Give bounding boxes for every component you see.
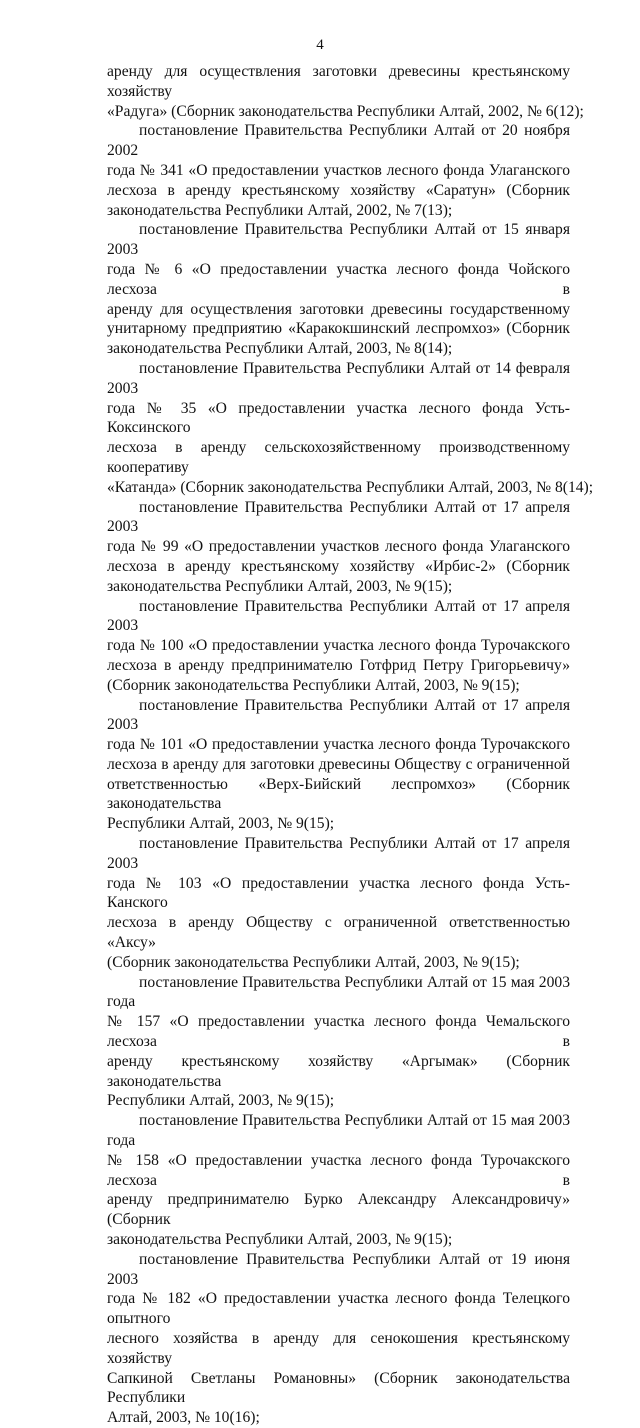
text-line: постановление Правительства Республики Алтай от 17 апреля 2003 (107, 597, 570, 635)
text-line: лесного хозяйства в аренду для сенокошения крестьянскому хозяйству (107, 1330, 570, 1367)
text-line: аренду для осуществления заготовки древесины крестьянскому хозяйству (107, 63, 570, 100)
paragraph (107, 121, 570, 220)
text-line: «Радуга» (Сборник законодательства Республики Алтай, 2002, № 6(12); (107, 102, 584, 120)
paragraph (107, 220, 570, 359)
text-line: лесхоза в аренду крестьянскому хозяйству «Саратун» (Сборник (107, 181, 570, 199)
text-line: «Катанда» (Сборник законодательства Республики Алтай, 2003, № 8(14); (107, 478, 594, 496)
page-number: 4 (316, 37, 324, 53)
paragraph (107, 834, 570, 973)
text-line: аренду для осуществления заготовки древесины государственному (107, 300, 570, 318)
text-line: лесхоза в аренду сельскохозяйственному производственному кооперативу (107, 439, 570, 476)
text-line: Республики Алтай, 2003, № 9(15); (107, 1092, 335, 1110)
text-line: постановление Правительства Республики Алтай от 19 июня 2003 (107, 1250, 570, 1288)
text-line: постановление Правительства Республики Алтай от 14 февраля 2003 (107, 359, 570, 397)
text-line: года № 182 «О предоставлении участка лесного фонда Телецкого опытного (107, 1290, 570, 1328)
paragraph (107, 359, 594, 498)
text-line: лесхоза в аренду предпринимателю Готфрид Петру Григорьевичу» (107, 656, 570, 674)
text-line: аренду крестьянскому хозяйству «Аргымак» (Сборник законодательства (107, 1052, 570, 1090)
body-text (107, 62, 594, 1428)
text-line: года № 101 «О предоставлении участка лесного фонда Турочакского (107, 736, 570, 754)
text-line: Сапкиной Светланы Романовны» (Сборник законодательства Республики (107, 1369, 570, 1407)
text-line: года № 341 «О предоставлении участков лесного фонда Улаганского (107, 161, 570, 179)
text-line: года № 103 «О предоставлении участка лесного фонда Усть-Канского (107, 874, 570, 912)
text-line: лесхоза в аренду для заготовки древесины Обществу с ограниченной (107, 755, 570, 773)
text-line: законодательства Республики Алтай, 2003, № 9(15); (107, 1231, 453, 1249)
paragraph (107, 597, 570, 696)
paragraph (107, 498, 570, 597)
paragraph (107, 1111, 570, 1250)
paragraph (107, 696, 570, 835)
text-line: законодательства Республики Алтай, 2003, № 9(15); (107, 577, 453, 595)
paragraph (107, 62, 584, 121)
text-line: законодательства Республики Алтай, 2003, № 8(14); (107, 340, 453, 358)
text-line: законодательства Республики Алтай, 2002, № 7(13); (107, 201, 453, 219)
text-line: постановление Правительства Республики Алтай от 17 апреля 2003 (107, 696, 570, 734)
text-line: года № 6 «О предоставлении участка лесного фонда Чойского лесхоза в (107, 260, 570, 298)
text-line: постановление Правительства Республики Алтай от 20 ноября 2002 (107, 122, 570, 160)
paragraph (107, 973, 570, 1112)
text-line: унитарному предприятию «Каракокшинский леспромхоз» (Сборник (107, 320, 570, 338)
text-line: постановление Правительства Республики Алтай от 17 апреля 2003 (107, 835, 570, 872)
text-line: года № 35 «О предоставлении участка лесного фонда Усть-Коксинского (107, 399, 570, 437)
text-line: постановление Правительства Республики Алтай от 15 января 2003 (107, 221, 570, 259)
text-line: Алтай, 2003, № 10(16); (107, 1409, 260, 1427)
text-line: года № 100 «О предоставлении участка лесного фонда Турочакского (107, 637, 570, 655)
text-line: Республики Алтай, 2003, № 9(15); (107, 815, 335, 833)
text-line: ответственностью «Верх-Бийский леспромхоз» (Сборник законодательства (107, 775, 570, 813)
text-line: года № 99 «О предоставлении участков лесного фонда Улаганского (107, 538, 570, 556)
text-line: постановление Правительства Республики Алтай от 15 мая 2003 года (107, 973, 570, 1011)
text-line: лесхоза в аренду Обществу с ограниченной ответственностью «Аксу» (107, 914, 570, 952)
text-line: № 158 «О предоставлении участка лесного фонда Турочакского лесхоза в (107, 1151, 570, 1189)
text-line: постановление Правительства Республики Алтай от 17 апреля 2003 (107, 498, 570, 536)
text-line: (Сборник законодательства Республики Алтай, 2003, № 9(15); (107, 676, 520, 694)
text-line: аренду предпринимателю Бурко Александру Александровичу» (Сборник (107, 1191, 570, 1229)
text-line: лесхоза в аренду крестьянскому хозяйству «Ирбис-2» (Сборник (107, 557, 570, 575)
text-line: № 157 «О предоставлении участка лесного фонда Чемальского лесхоза в (107, 1013, 570, 1051)
text-line: (Сборник законодательства Республики Алтай, 2003, № 9(15); (107, 953, 520, 971)
text-line: постановление Правительства Республики Алтай от 15 мая 2003 года (107, 1112, 570, 1150)
paragraph (107, 1250, 570, 1428)
